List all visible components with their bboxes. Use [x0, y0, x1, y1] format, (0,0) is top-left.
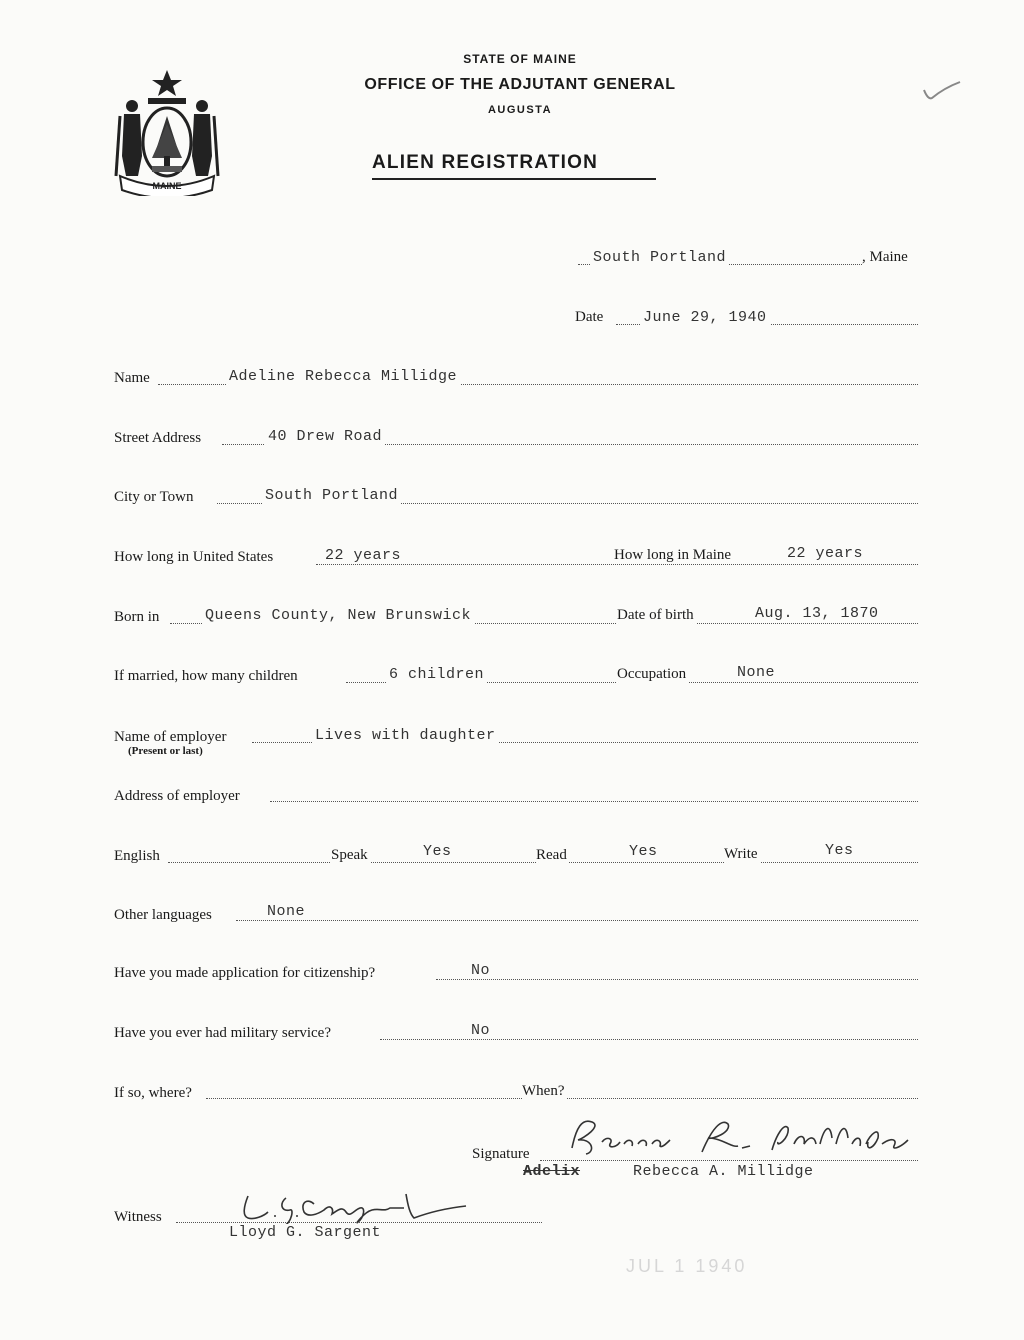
citizenship-dots — [436, 979, 918, 980]
maine-time-value: 22 years — [784, 545, 866, 562]
maine-time-label: How long in Maine — [614, 547, 732, 563]
street-label: Street Address — [114, 430, 202, 446]
date-value: June 29, 1940 — [640, 309, 770, 326]
city-label: City or Town — [114, 489, 194, 505]
when-label: When? — [522, 1083, 565, 1099]
signature-strikeout: Adelix — [520, 1163, 583, 1180]
street-value: 40 Drew Road — [265, 428, 385, 445]
employer-address-dots — [270, 801, 918, 802]
title-underline — [372, 178, 656, 180]
dob-label: Date of birth — [617, 607, 694, 623]
signature-handwriting — [562, 1108, 926, 1164]
form-title: ALIEN REGISTRATION — [372, 152, 599, 173]
header-state: STATE OF MAINE — [463, 52, 577, 66]
witness-typed: Lloyd G. Sargent — [226, 1224, 384, 1241]
read-value: Yes — [626, 843, 661, 860]
born-label: Born in — [114, 609, 160, 625]
children-value: 6 children — [386, 666, 487, 683]
other-languages-dots — [236, 920, 918, 921]
occupation-label: Occupation — [617, 666, 687, 682]
place-suffix: , Maine — [862, 249, 908, 265]
other-languages-value: None — [264, 903, 308, 920]
us-time-label: How long in United States — [114, 549, 274, 565]
date-label: Date — [575, 309, 604, 325]
place-value: South Portland — [590, 249, 729, 266]
other-languages-label: Other languages — [114, 907, 212, 923]
speak-label: Speak — [331, 847, 368, 863]
military-label: Have you ever had military service? — [114, 1025, 331, 1041]
speak-value: Yes — [420, 843, 455, 860]
military-value: No — [468, 1022, 493, 1039]
read-label: Read — [536, 847, 567, 863]
name-label: Name — [114, 370, 150, 386]
employer-address-label: Address of employer — [114, 788, 240, 804]
witness-label: Witness — [114, 1209, 162, 1225]
english-label: English — [114, 848, 160, 864]
citizenship-value: No — [468, 962, 493, 979]
employer-value: Lives with daughter — [312, 727, 499, 744]
seal-banner-text: MAINE — [152, 181, 182, 191]
military-dots — [380, 1039, 918, 1040]
children-label: If married, how many children — [114, 668, 298, 684]
employer-label: Name of employer — [114, 729, 227, 745]
where-label: If so, where? — [114, 1085, 192, 1101]
write-value: Yes — [822, 842, 857, 859]
city-value: South Portland — [262, 487, 401, 504]
header-office: OFFICE OF THE ADJUTANT GENERAL — [364, 76, 676, 93]
dob-value: Aug. 13, 1870 — [752, 605, 882, 622]
write-label: Write — [724, 846, 758, 862]
header-city: AUGUSTA — [487, 104, 553, 116]
signature-label: Signature — [472, 1146, 530, 1162]
us-maine-dots — [316, 564, 918, 565]
occupation-value: None — [734, 664, 778, 681]
received-stamp: JUL 1 1940 — [626, 1256, 748, 1276]
citizenship-label: Have you made application for citizenship? — [114, 965, 376, 981]
signature-typed: Rebecca A. Millidge — [630, 1163, 817, 1180]
employer-sublabel: (Present or last) — [128, 745, 203, 757]
check-mark-icon — [922, 80, 962, 102]
us-time-value: 22 years — [322, 547, 404, 564]
born-value: Queens County, New Brunswick — [202, 607, 474, 624]
name-value: Adeline Rebecca Millidge — [226, 368, 460, 385]
maine-state-seal — [112, 66, 222, 196]
